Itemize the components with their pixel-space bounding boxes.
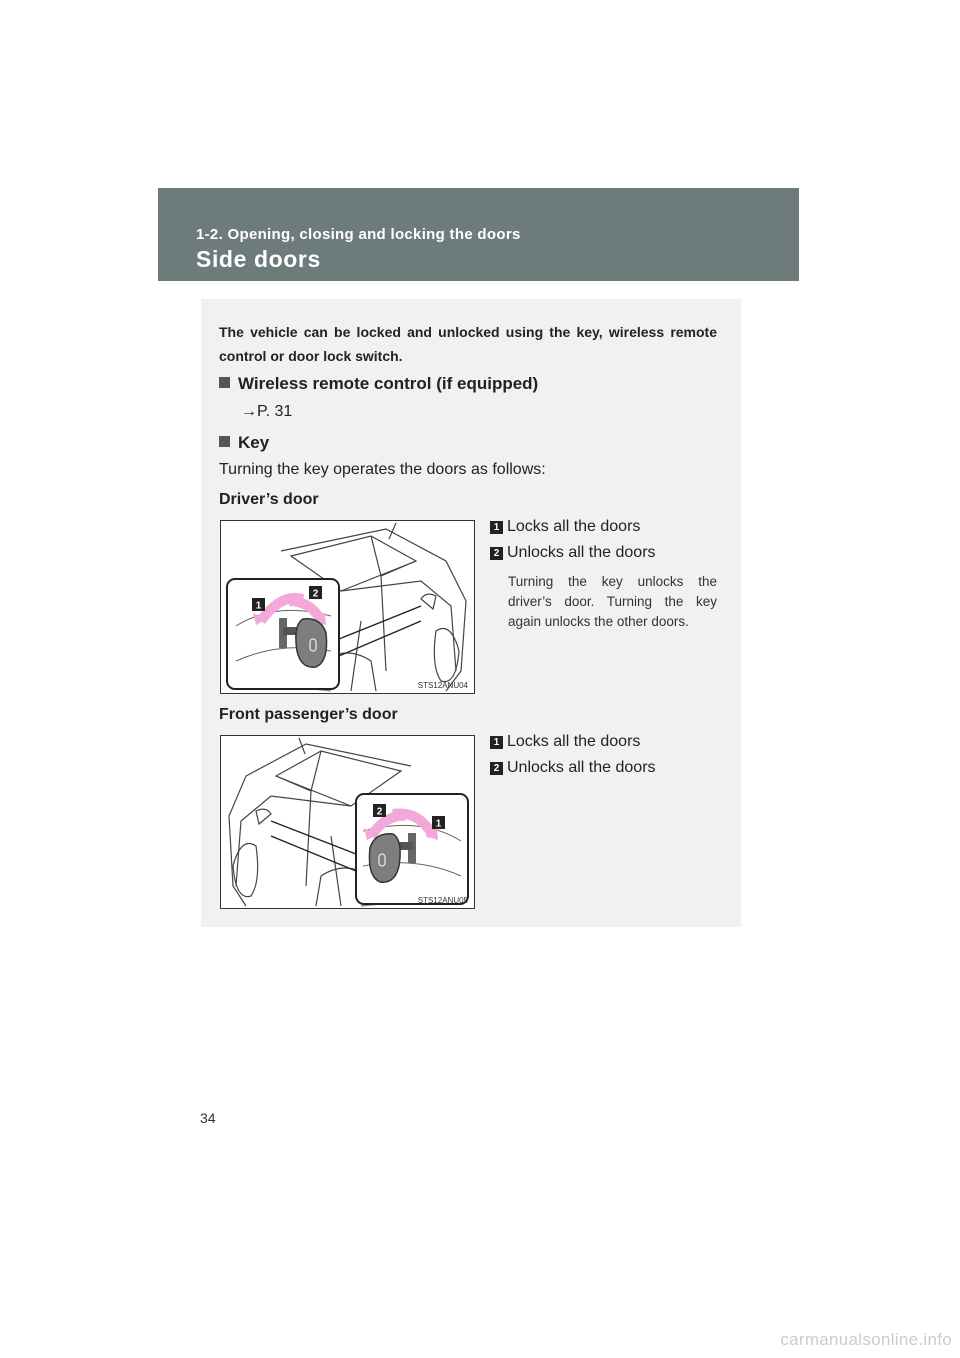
section-title: 1-2. Opening, closing and locking the doors: [196, 226, 521, 243]
number-badge: 1: [490, 736, 503, 749]
passenger-door-figure: [220, 735, 475, 909]
passenger-door-item-2: 2 Unlocks all the doors: [490, 759, 656, 777]
drivers-door-figure: [220, 520, 475, 694]
drivers-door-illustration: [221, 521, 474, 693]
content-panel: [201, 299, 741, 927]
figure-code: STS12ANU04: [417, 681, 468, 690]
drivers-door-item-2: 2 Unlocks all the doors: [490, 544, 656, 562]
passenger-door-illustration: [221, 736, 474, 908]
key-description: Turning the key operates the doors as follows:: [219, 461, 546, 478]
svg-text:1: 1: [255, 600, 262, 612]
svg-text:2: 2: [312, 588, 319, 600]
page-number: 34: [200, 1110, 216, 1126]
footer-watermark: carmanualsonline.info: [780, 1330, 952, 1349]
square-bullet-icon: [219, 377, 230, 388]
svg-text:1: 1: [435, 818, 442, 830]
square-bullet-icon: [219, 436, 230, 447]
key-heading: Key: [219, 433, 269, 453]
drivers-door-label: Driver’s door: [219, 491, 319, 508]
figure-code: STS12ANU05: [417, 896, 468, 905]
drivers-door-item-1: 1 Locks all the doors: [490, 518, 640, 536]
number-badge: 1: [490, 521, 503, 534]
intro-text: The vehicle can be locked and unlocked using the key, wireless remote control or door lock switch.: [219, 324, 717, 364]
wireless-reference-link[interactable]: →P. 31: [241, 403, 293, 420]
number-badge: 2: [490, 762, 503, 775]
wireless-heading: Wireless remote control (if equipped): [219, 374, 538, 394]
passenger-door-item-1: 1 Locks all the doors: [490, 733, 640, 751]
svg-text:2: 2: [376, 806, 383, 818]
passenger-door-label: Front passenger’s door: [219, 706, 398, 723]
page-title: Side doors: [196, 246, 321, 272]
number-badge: 2: [490, 547, 503, 560]
section-header: [158, 188, 799, 281]
drivers-door-note: Turning the key unlocks the driver’s door. Turning the key again unlocks the other doors.: [508, 574, 717, 629]
